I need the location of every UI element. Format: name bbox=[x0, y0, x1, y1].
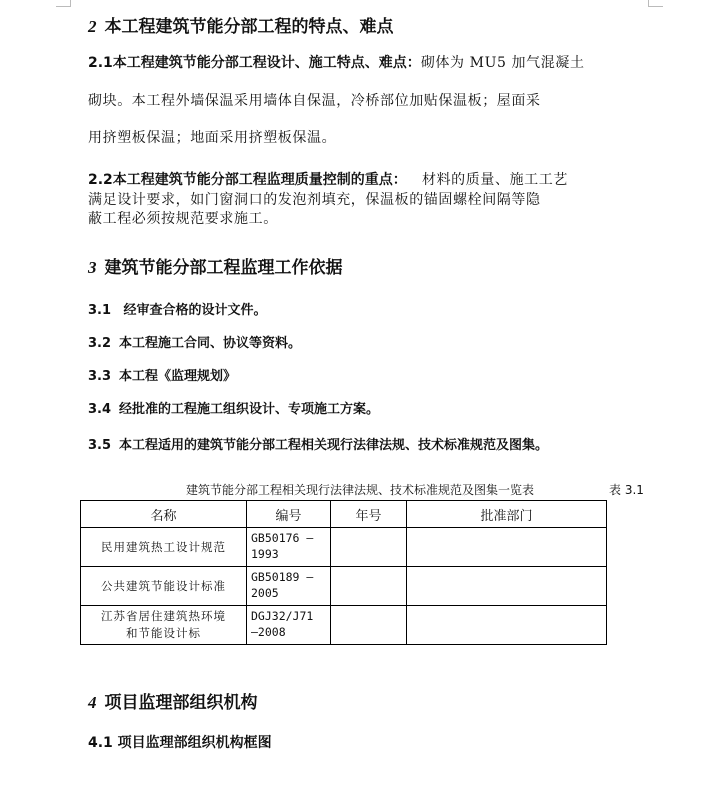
item-3-1-number: 3.1 bbox=[88, 303, 112, 318]
section-2-number: 2 bbox=[88, 17, 97, 36]
header-code: 编号 bbox=[247, 501, 331, 528]
cell-name-line-2: 和节能设计标 bbox=[126, 626, 201, 640]
cell-year bbox=[331, 606, 407, 645]
cell-dept bbox=[407, 606, 607, 645]
subsection-4-1-heading: 4.1 项目监理部组织机构框图 bbox=[88, 735, 272, 751]
paragraph-2-2-lead: 2.2本工程建筑节能分部工程监理质量控制的重点： bbox=[88, 172, 407, 188]
table-row bbox=[81, 606, 607, 645]
section-2-title: 本工程建筑节能分部工程的特点、难点 bbox=[104, 17, 394, 37]
paragraph-2-2-text-2: 满足设计要求，如门窗洞口的发泡剂填充，保温板的锚固螺栓间隔等隐 bbox=[88, 192, 541, 208]
paragraph-2-1-line-1 bbox=[88, 56, 585, 70]
cell-name-text: 公共建筑节能设计标准 bbox=[101, 578, 226, 593]
cell-code bbox=[247, 528, 331, 567]
cell-dept bbox=[407, 528, 607, 567]
header-name: 名称 bbox=[81, 501, 247, 528]
header-dept: 批准部门 bbox=[407, 501, 607, 528]
section-3-title: 建筑节能分部工程监理工作依据 bbox=[104, 258, 343, 278]
item-3-1-text: 经审查合格的设计文件。 bbox=[119, 303, 267, 318]
table-row bbox=[81, 528, 607, 567]
cell-code-line-2: 2005 bbox=[251, 586, 279, 600]
paragraph-2-1-text-2: 砌块。本工程外墙保温采用墙体自保温，冷桥部位加贴保温板；屋面采 bbox=[88, 93, 541, 109]
table-header-row bbox=[81, 501, 607, 528]
item-3-1 bbox=[88, 299, 267, 318]
header-year: 年号 bbox=[331, 501, 407, 528]
cell-code-line-1: DGJ32/J71 bbox=[251, 609, 314, 623]
item-3-5 bbox=[88, 434, 548, 453]
cell-year bbox=[331, 567, 407, 606]
paragraph-2-1-line-2 bbox=[88, 94, 541, 108]
cell-dept bbox=[407, 567, 607, 606]
crop-mark-left bbox=[56, 0, 71, 7]
cell-code bbox=[247, 567, 331, 606]
cell-name-line-1: 江苏省居住建筑热环境 bbox=[101, 609, 226, 623]
cell-year bbox=[331, 528, 407, 567]
section-3-number: 3 bbox=[88, 258, 97, 277]
item-3-3-number: 3.3 bbox=[88, 369, 112, 384]
item-3-2 bbox=[88, 332, 301, 351]
cell-name bbox=[81, 567, 247, 606]
table-row bbox=[81, 567, 607, 606]
cell-code-line-1: GB50189 — bbox=[251, 570, 314, 584]
cell-code-line-2: —2008 bbox=[251, 625, 286, 639]
item-3-5-text: 本工程适用的建筑节能分部工程相关现行法律法规、技术标准规范及图集。 bbox=[119, 438, 549, 453]
standards-table bbox=[80, 500, 607, 645]
cell-name-text: 民用建筑热工设计规范 bbox=[101, 539, 226, 554]
cell-code-line-1: GB50176 — bbox=[251, 531, 314, 545]
item-3-2-number: 3.2 bbox=[88, 336, 112, 351]
section-2-heading bbox=[88, 12, 394, 37]
paragraph-2-2-text-3: 蔽工程必须按规范要求施工。 bbox=[88, 211, 278, 227]
crop-mark-right bbox=[648, 0, 663, 7]
section-4-heading bbox=[88, 688, 258, 713]
table-number: 表 3.1 bbox=[609, 483, 644, 497]
section-4-title: 项目监理部组织机构 bbox=[104, 693, 258, 713]
item-3-3-text: 本工程《监理规划》 bbox=[119, 369, 237, 384]
paragraph-2-1-lead: 2.1本工程建筑节能分部工程设计、施工特点、难点： bbox=[88, 55, 421, 71]
paragraph-2-2-text-1: 材料的质量、施工工艺 bbox=[406, 172, 568, 188]
section-4-number: 4 bbox=[88, 693, 97, 712]
paragraph-2-2-line-1 bbox=[88, 173, 568, 187]
table-caption: 建筑节能分部工程相关现行法律法规、技术标准规范及图集一览表 bbox=[186, 483, 535, 497]
item-3-4-number: 3.4 bbox=[88, 402, 112, 417]
item-3-4 bbox=[88, 398, 379, 417]
cell-name bbox=[81, 606, 247, 645]
paragraph-2-1-text-1: 砌体为 MU5 加气混凝土 bbox=[420, 55, 585, 71]
paragraph-2-1-line-3 bbox=[88, 131, 336, 145]
cell-code-line-2: 1993 bbox=[251, 547, 279, 561]
paragraph-2-2-line-2 bbox=[88, 193, 541, 207]
paragraph-2-2-line-3 bbox=[88, 212, 278, 226]
item-3-4-text: 经批准的工程施工组织设计、专项施工方案。 bbox=[119, 402, 380, 417]
cell-code bbox=[247, 606, 331, 645]
item-3-2-text: 本工程施工合同、协议等资料。 bbox=[119, 336, 302, 351]
item-3-3 bbox=[88, 365, 236, 384]
cell-name bbox=[81, 528, 247, 567]
paragraph-2-1-text-3: 用挤塑板保温；地面采用挤塑板保温。 bbox=[88, 130, 337, 146]
item-3-5-number: 3.5 bbox=[88, 438, 112, 453]
section-3-heading bbox=[88, 253, 343, 278]
